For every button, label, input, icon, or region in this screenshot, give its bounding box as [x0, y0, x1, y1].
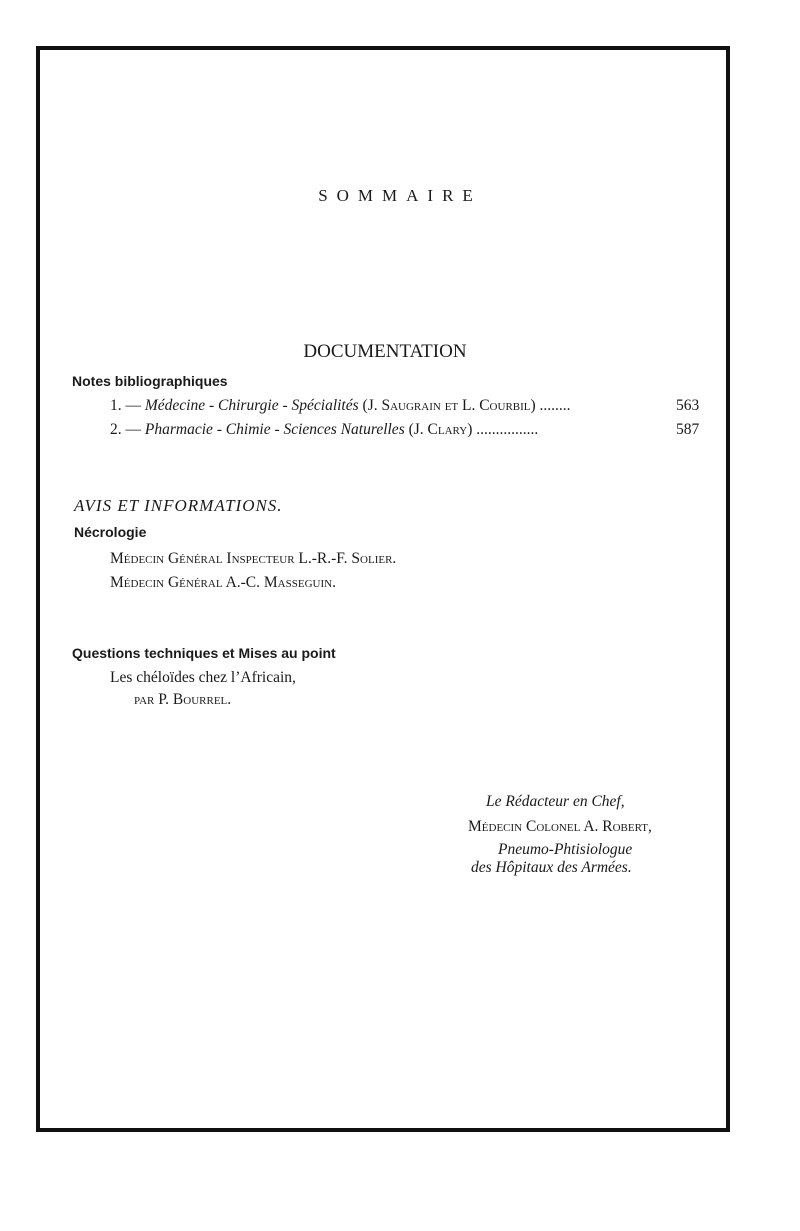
- toc-entry-2: [110, 421, 538, 439]
- page-title: SOMMAIRE: [318, 186, 482, 205]
- toc-entry-1: [110, 397, 571, 415]
- notes-bibliographiques-heading: Notes bibliographiques: [72, 373, 228, 389]
- necrologie-heading: Nécrologie: [74, 524, 147, 540]
- documentation-heading: DOCUMENTATION: [303, 341, 467, 362]
- avis-heading: AVIS ET INFORMATIONS.: [74, 496, 283, 515]
- signature-specialty: Pneumo-Phtisiologue: [498, 841, 633, 858]
- article-title: Les chéloïdes chez l’Africain,: [110, 669, 296, 686]
- necrologie-line: Médecin Général Inspecteur L.-R.-F. Solier.: [110, 550, 397, 567]
- entry-authors: (J. Clary): [408, 421, 473, 438]
- signature-title: Le Rédacteur en Chef,: [486, 793, 625, 810]
- entry-authors: (J. Saugrain et L. Courbil): [362, 397, 536, 414]
- dot-leader: ................: [476, 421, 539, 438]
- entry-number: 2. —: [110, 421, 141, 438]
- entry-subject: Pharmacie - Chimie - Sciences Naturelles: [144, 421, 405, 438]
- dot-leader: ........: [539, 397, 571, 414]
- signature-name: Médecin Colonel A. Robert,: [468, 818, 652, 835]
- entry-page-number: 587: [676, 421, 700, 438]
- entry-subject: Médecine - Chirurgie - Spécialités: [144, 397, 359, 414]
- signature-institution: des Hôpitaux des Armées.: [471, 859, 632, 876]
- questions-heading: Questions techniques et Mises au point: [72, 645, 336, 661]
- necrologie-line: Médecin Général A.-C. Masseguin.: [110, 574, 336, 591]
- entry-number: 1. —: [110, 397, 141, 414]
- article-author: par P. Bourrel.: [134, 691, 232, 708]
- entry-page-number: 563: [676, 397, 700, 414]
